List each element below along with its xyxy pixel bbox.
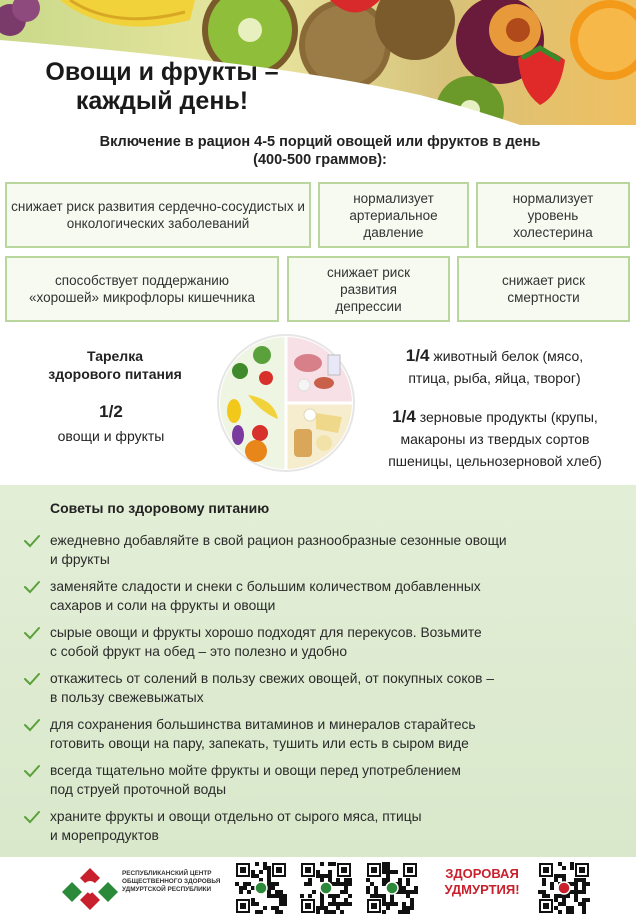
- tip-line-2: с собой фрукт на обед – это полезно и удобно: [50, 644, 348, 659]
- tip-line-2: и морепродуктов: [50, 828, 159, 843]
- org-name-line-3: УДМУРТСКОЙ РЕСПУБЛИКИ: [122, 886, 212, 893]
- benefit-text: нормализует уровень холестерина: [512, 190, 594, 240]
- grains-quarter-text: [355, 406, 635, 472]
- benefit-box-depression: [287, 256, 450, 322]
- tip-line-1: храните фрукты и овощи отдельно от сырого мяса, птицы: [50, 809, 422, 824]
- benefit-box-microflora: [5, 256, 279, 322]
- benefit-text: нормализует артериальное давление: [349, 190, 438, 240]
- check-icon: [24, 626, 40, 640]
- org-name: [122, 870, 222, 894]
- title-line-2: каждый день!: [75, 87, 249, 115]
- tip-line-1: всегда тщательно мойте фрукты и овощи перед употреблением: [50, 763, 461, 778]
- tip-item: [50, 761, 615, 799]
- tips-title: Советы по здоровому питанию: [50, 500, 270, 516]
- org-name-line-2: ОБЩЕСТВЕННОГО ЗДОРОВЬЯ: [122, 878, 221, 885]
- tip-line-1: откажитесь от солений в пользу свежих овощей, от покупных соков –: [50, 671, 495, 686]
- org-name-line-1: РЕСПУБЛИКАНСКИЙ ЦЕНТР: [122, 870, 212, 877]
- protein-text-2: птица, рыба, яйца, творог): [408, 370, 581, 386]
- brand-line-1: ЗДОРОВАЯ: [445, 866, 519, 881]
- benefit-text: снижает риск развития сердечно-сосудистых и онкологических заболеваний: [11, 199, 305, 231]
- brand-line-2: УДМУРТИЯ!: [444, 882, 520, 897]
- benefit-box-mortality: [457, 256, 630, 322]
- plate-title: [20, 347, 210, 383]
- page-title: [12, 58, 312, 116]
- qr-code-1[interactable]: [235, 862, 287, 914]
- tip-item: [50, 577, 615, 615]
- tip-line-2: сахаров и соли на фрукты и овощи: [50, 598, 276, 613]
- protein-quarter-text: [362, 345, 627, 389]
- check-icon: [24, 764, 40, 778]
- benefit-text: снижает риск смертности: [502, 273, 585, 305]
- qr-code-4[interactable]: [538, 862, 590, 914]
- tip-line-2: в пользу свежевыжатых: [50, 690, 204, 705]
- half-fraction: 1/2: [99, 402, 123, 421]
- qr-code-2[interactable]: [300, 862, 352, 914]
- plate-title-line-2: здорового питания: [48, 366, 182, 382]
- tip-line-1: сырые овощи и фрукты хорошо подходят для перекусов. Возьмите: [50, 625, 482, 640]
- qr-code-3[interactable]: [366, 862, 418, 914]
- check-icon: [24, 672, 40, 686]
- title-line-1: Овощи и фрукты –: [45, 58, 279, 86]
- benefit-box-cardio: [5, 182, 311, 248]
- grains-text-2: макароны из твердых сортов: [400, 431, 590, 447]
- org-logo-icon: [60, 864, 120, 912]
- brand-logo: [442, 866, 522, 898]
- benefit-box-pressure: [318, 182, 469, 248]
- tip-line-1: заменяйте сладости и снеки с большим количеством добавленных: [50, 579, 481, 594]
- benefit-text: снижает риск развития депрессии: [327, 264, 410, 314]
- tip-item: [50, 669, 615, 707]
- intro-text: [40, 133, 600, 169]
- half-label: овощи и фрукты: [57, 428, 165, 444]
- grains-text-3: пшеницы, цельнозерновой хлеб): [388, 453, 602, 469]
- tip-item: [50, 715, 615, 753]
- tip-item: [50, 807, 615, 845]
- tip-line-2: и фрукты: [50, 552, 110, 567]
- check-icon: [24, 718, 40, 732]
- tip-item: [50, 623, 615, 661]
- tip-item: [50, 531, 615, 569]
- check-icon: [24, 810, 40, 824]
- tip-line-1: для сохранения большинства витаминов и минералов старайтесь: [50, 717, 476, 732]
- benefit-text: способствует поддержанию «хорошей» микрофлоры кишечника: [29, 273, 255, 305]
- plate-title-line-1: Тарелка: [86, 348, 143, 364]
- grains-text-1: зерновые продукты (крупы,: [419, 409, 598, 425]
- protein-fraction: 1/4: [405, 346, 430, 365]
- healthy-plate-icon: [212, 333, 360, 473]
- grains-fraction: 1/4: [392, 407, 416, 426]
- benefit-box-cholesterol: [476, 182, 630, 248]
- check-icon: [24, 534, 40, 548]
- tip-line-1: ежедневно добавляйте в свой рацион разнообразные сезонные овощи: [50, 533, 507, 548]
- tip-line-2: под струей проточной воды: [50, 782, 226, 797]
- intro-line-2: (400-500 граммов):: [253, 152, 387, 168]
- protein-text-1: животный белок (мясо,: [433, 348, 584, 364]
- intro-line-1: Включение в рацион 4-5 порций овощей или фруктов в день: [99, 134, 541, 150]
- tip-line-2: готовить овощи на пару, запекать, тушить или есть в сыром виде: [50, 736, 469, 751]
- check-icon: [24, 580, 40, 594]
